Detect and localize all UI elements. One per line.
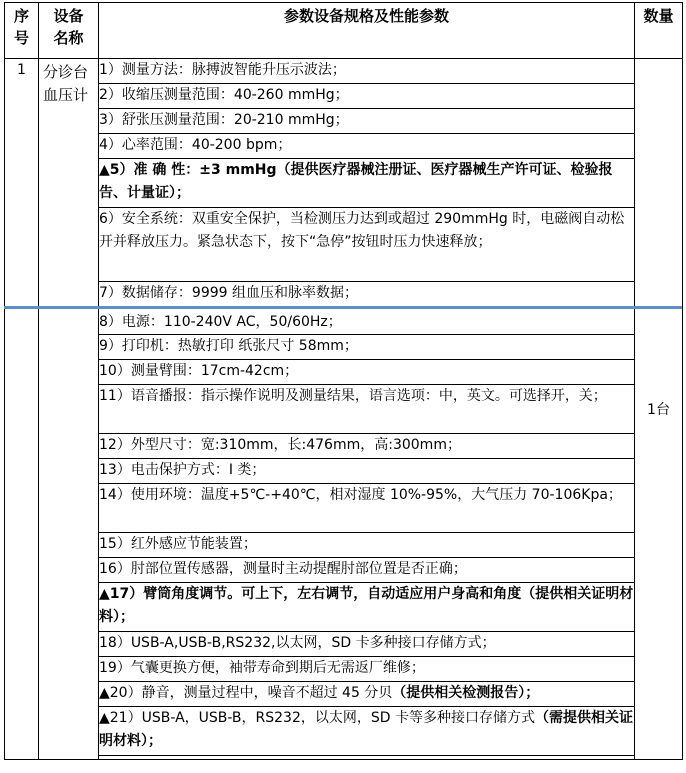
spec-table [4,2,683,760]
header-row [5,3,683,59]
item-name: 分诊台血压计 [39,59,99,760]
param-7: 7）数据储存：9999 组血压和脉率数据； [99,282,635,307]
param-21: ▲21）USB-A，USB-B，RS232，以太网，SD 卡等多种接口存储方式（需提供相关证明材料）； [99,707,635,756]
param-8: 8）电源：110-240V AC，50/60Hz； [99,307,635,335]
param-1: 1）测量方法：脉搏波智能升压示波法； [99,59,635,84]
page-break-line [4,306,682,309]
param-6: 6）安全系统：双重安全保护，当检测压力达到或超过 290mmHg 时，电磁阀自动松开并释放压力。紧急状态下，按下“急停”按钮时压力快速释放； [99,208,635,282]
param-18: 18）USB-A,USB-B,RS232,以太网，SD 卡多种接口存储方式； [99,632,635,657]
item-index: 1 [5,59,39,760]
param-15: 15）红外感应节能装置； [99,533,635,558]
param-14: 14）使用环境：温度+5℃-+40℃，相对湿度 10%-95%，大气压力 70-106Kpa； [99,484,635,533]
item-quantity: 1台 [635,59,683,760]
param-2: 2）收缩压测量范围：40-260 mmHg； [99,84,635,109]
table-end-spacer [99,756,635,760]
param-20: ▲20）静音，测量过程中，噪音不超过 45 分贝（提供相关检测报告）； [99,682,635,707]
param-16: 16）肘部位置传感器，测量时主动提醒肘部位置是否正确； [99,558,635,583]
header-qty: 数量 [635,3,683,59]
param-3: 3）舒张压测量范围：20-210 mmHg； [99,109,635,134]
param-11: 11）语音播报：指示操作说明及测量结果，语言选项：中，英文。可选择开，关； [99,385,635,434]
param-19: 19）气囊更换方便，袖带寿命到期后无需返厂维修； [99,657,635,682]
param-17: ▲17）臂筒角度调节。可上下，左右调节，自动适应用户身高和角度（提供相关证明材料）； [99,583,635,632]
param-5: ▲5）准 确 性：±3 mmHg（提供医疗器械注册证、医疗器械生产许可证、检验报告、计量证）； [99,159,635,208]
param-13: 13）电击保护方式：I 类； [99,459,635,484]
header-index: 序号 [5,3,39,59]
param-10: 10）测量臂围：17cm-42cm； [99,360,635,385]
param-12: 12）外型尺寸：宽:310mm，长:476mm，高:300mm； [99,434,635,459]
header-name: 设备名称 [39,3,99,59]
param-4: 4）心率范围：40-200 bpm； [99,134,635,159]
header-spec: 参数设备规格及性能参数 [99,3,635,59]
param-9: 9）打印机：热敏打印 纸张尺寸 58mm； [99,335,635,360]
